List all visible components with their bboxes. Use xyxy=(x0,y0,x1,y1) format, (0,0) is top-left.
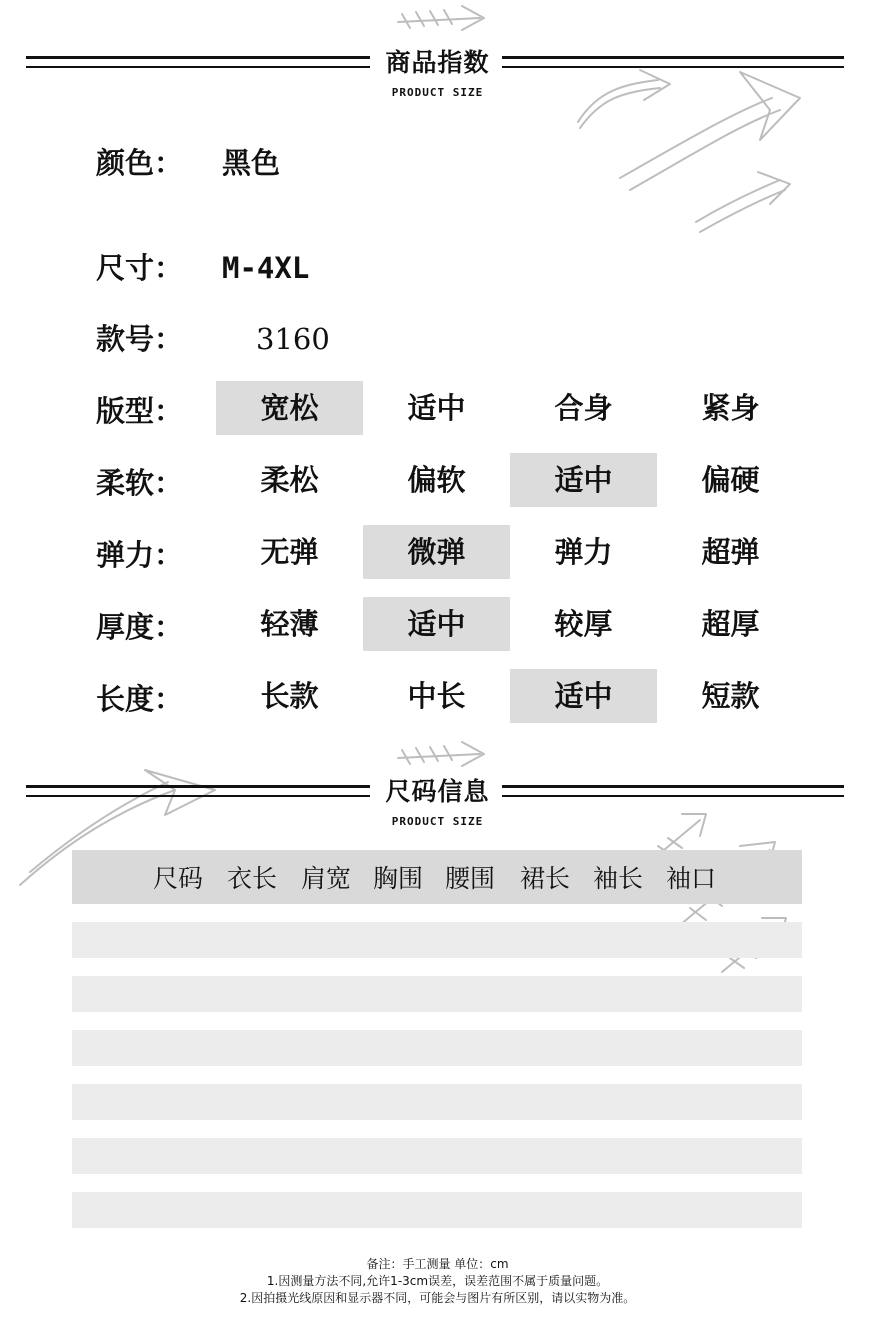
index-option: 偏软 xyxy=(407,463,466,497)
section-title-product-index: 商品指数 xyxy=(385,48,490,77)
index-option-selected: 微弹 xyxy=(363,525,510,579)
table-row xyxy=(72,1138,802,1174)
size-table-header xyxy=(72,850,802,904)
index-label: 长度： xyxy=(96,682,184,716)
feather-arrow-icon xyxy=(398,742,484,766)
index-option: 紧身 xyxy=(701,391,760,425)
index-option: 长款 xyxy=(260,679,319,713)
index-label: 厚度： xyxy=(96,610,184,644)
table-row xyxy=(72,976,802,1012)
index-option: 合身 xyxy=(554,391,613,425)
section-subtitle: PRODUCT SIZE xyxy=(391,815,484,828)
index-option: 较厚 xyxy=(554,607,613,641)
note-1: 1.因测量方法不同,允许1-3cm误差，误差范围不属于质量问题。 xyxy=(266,1274,609,1288)
index-label: 版型： xyxy=(96,394,184,428)
color-label: 颜色： xyxy=(96,146,184,180)
column-header-sleeve-length: 袖长 xyxy=(593,864,644,893)
index-option-selected: 适中 xyxy=(510,669,657,723)
size-label: 尺寸： xyxy=(96,251,184,285)
index-option: 偏硬 xyxy=(701,463,760,497)
index-label: 弹力： xyxy=(96,538,184,572)
index-option-selected: 宽松 xyxy=(216,381,363,435)
index-option-selected: 适中 xyxy=(510,453,657,507)
style-number-label: 款号： xyxy=(96,322,184,356)
index-option: 中长 xyxy=(407,679,466,713)
feather-arrow-icon xyxy=(398,6,484,30)
table-row xyxy=(72,1084,802,1120)
index-label: 柔软： xyxy=(96,466,184,500)
column-header-waist: 腰围 xyxy=(445,864,496,893)
column-header-bust: 胸围 xyxy=(373,864,424,893)
column-header-skirt-length: 裙长 xyxy=(520,864,571,893)
index-option: 无弹 xyxy=(260,535,319,569)
color-value: 黑色 xyxy=(222,146,281,180)
index-option: 柔松 xyxy=(260,463,319,497)
column-header-length: 衣长 xyxy=(227,864,278,893)
column-header-cuff: 袖口 xyxy=(666,864,717,893)
note-2: 2.因拍摄光线原因和显示器不同，可能会与图片有所区别，请以实物为准。 xyxy=(239,1291,636,1305)
table-row xyxy=(72,1030,802,1066)
index-option: 弹力 xyxy=(554,535,613,569)
size-value: M-4XL xyxy=(222,251,310,285)
column-header-shoulder: 肩宽 xyxy=(301,864,352,893)
index-option-selected: 适中 xyxy=(363,597,510,651)
table-row xyxy=(72,922,802,958)
index-option: 轻薄 xyxy=(260,607,319,641)
index-option: 短款 xyxy=(701,679,760,713)
index-option: 超厚 xyxy=(701,607,760,641)
section-title-size-info: 尺码信息 xyxy=(385,777,490,806)
section-subtitle: PRODUCT SIZE xyxy=(391,86,484,99)
table-row xyxy=(72,1192,802,1228)
style-number-value: 3160 xyxy=(256,322,330,356)
index-option: 适中 xyxy=(407,391,466,425)
column-header-size: 尺码 xyxy=(153,864,204,893)
note-unit: 备注：手工测量 单位：cm xyxy=(366,1257,509,1271)
index-option: 超弹 xyxy=(701,535,760,569)
